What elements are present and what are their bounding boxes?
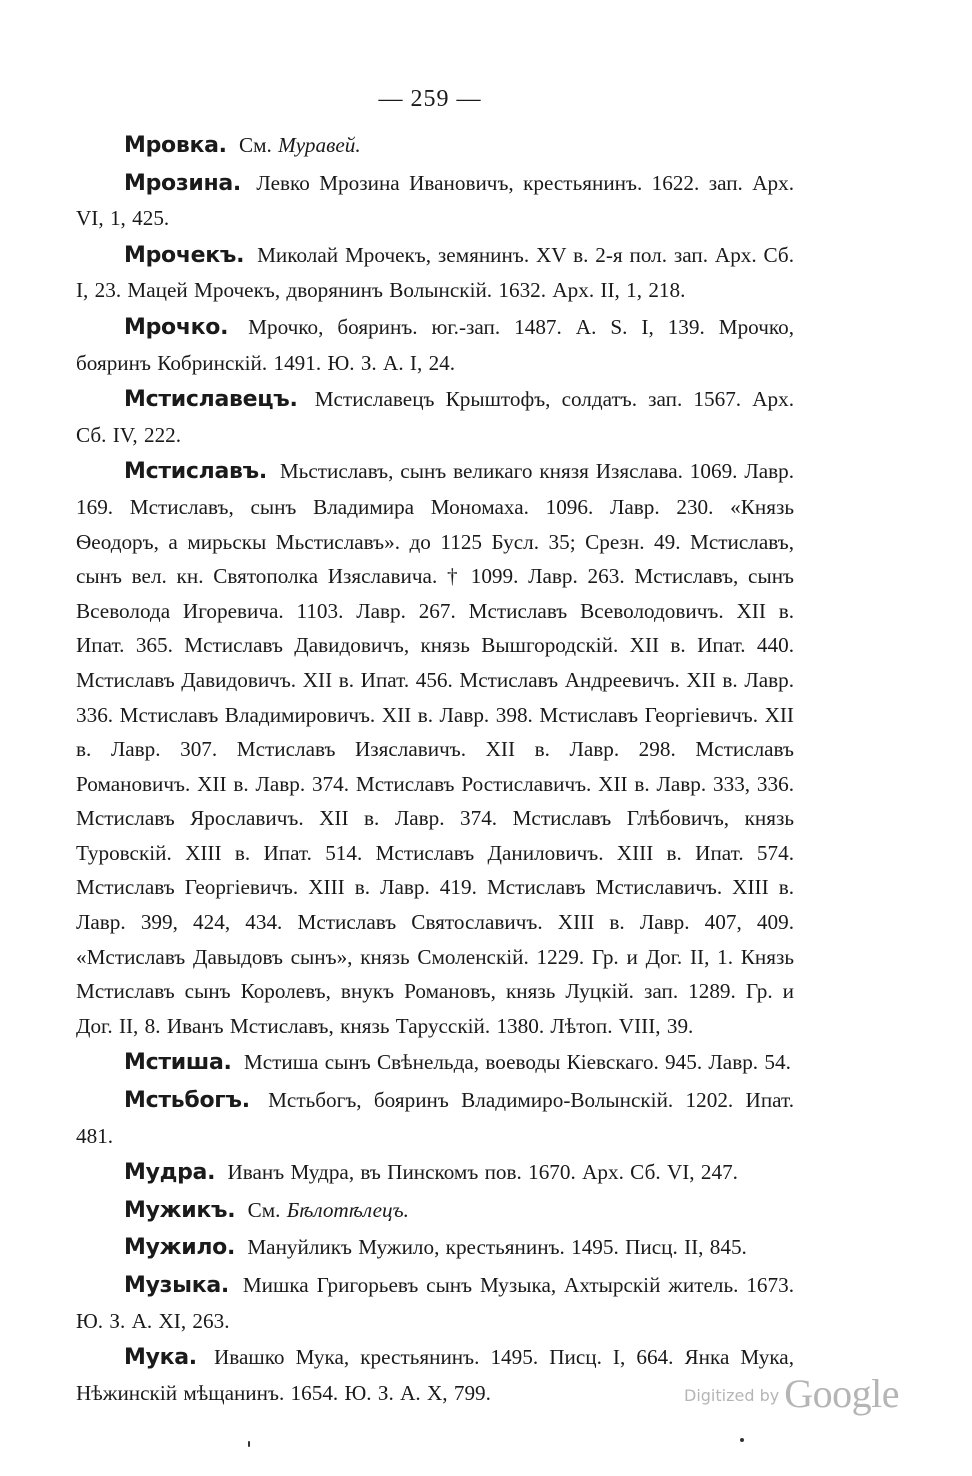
page-number: — 259 — bbox=[378, 86, 482, 112]
entry-muzhilo bbox=[76, 1230, 794, 1266]
watermark-prefix: Digitized by bbox=[684, 1386, 780, 1405]
entry-mstislavets bbox=[76, 382, 794, 452]
entry-headword: Мстьбогъ. bbox=[124, 1088, 250, 1114]
entry-mstislav bbox=[76, 454, 794, 1043]
entry-text: См. bbox=[247, 1197, 281, 1222]
entry-headword: Мрозина. bbox=[124, 170, 241, 196]
entry-mrochek bbox=[76, 238, 794, 308]
entry-headword: Мровка. bbox=[124, 133, 227, 158]
entry-text: Мишка Григорьевъ сынъ Музыка, Ахтырскій житель. 1673. Ю. З. А. XI, 263. bbox=[76, 1273, 795, 1333]
entry-headword: Музыка. bbox=[124, 1273, 229, 1298]
entry-mstbog bbox=[76, 1083, 794, 1153]
entry-text: Мстьбогъ, бояринъ Владимиро-Волынскій. 1202. Ипат. 481. bbox=[76, 1088, 794, 1148]
entry-headword: Мужикъ. bbox=[124, 1197, 236, 1223]
entry-text: Иванъ Мудра, въ Пинскомъ пов. 1670. Арх. Сб. VI, 247. bbox=[227, 1160, 738, 1185]
entry-muzhik bbox=[76, 1193, 794, 1229]
entry-headword: Мстиславъ. bbox=[124, 459, 267, 485]
entry-headword: Мстиша. bbox=[124, 1050, 232, 1076]
entry-text: Ивашко Мука, крестьянинъ. 1495. Писц. I, 664. Янка Мука, Нѣжинскій мѣщанинъ. 1654. Ю. З. А. X, 799. bbox=[76, 1345, 794, 1405]
entry-text: Мстиша сынъ Свѣнельда, воеводы Кіевскаго. 945. Лавр. 54. bbox=[243, 1050, 791, 1075]
entry-headword: Мрочекъ. bbox=[124, 242, 245, 268]
scan-speck bbox=[740, 1438, 744, 1442]
entry-text: Мрочко, бояринъ. юг.-зап. 1487. A. S. I, 139. Мрочко, бояринъ Кобринскій. 1491. Ю. З. А. I, 24. bbox=[76, 314, 794, 375]
entry-headword: Мудра. bbox=[124, 1160, 216, 1186]
entry-mudra bbox=[76, 1155, 794, 1191]
digitized-by-google-watermark bbox=[684, 1370, 904, 1420]
entry-text: Мстиславецъ Крыштофъ, солдатъ. зап. 1567. Арх. Сб. IV, 222. bbox=[76, 387, 795, 447]
entry-mrozina bbox=[76, 166, 794, 236]
entry-text: Миколай Мрочекъ, земянинъ. XV в. 2-я пол. зап. Арх. Сб. I, 23. Мацей Мрочекъ, дворянинъ Волынскій. 1632. Арх. II, 1, 218. bbox=[76, 242, 795, 303]
entry-mrovka bbox=[76, 128, 794, 164]
entry-mstisha bbox=[76, 1045, 794, 1081]
entry-text: См. bbox=[239, 133, 272, 157]
entry-headword: Мстиславецъ. bbox=[124, 387, 298, 413]
entry-mrochko bbox=[76, 310, 794, 380]
entry-text: Левко Мрозина Ивановичъ, крестьянинъ. 1622. зап. Арх. VI, 1, 425. bbox=[76, 170, 795, 231]
entry-cross-reference: Муравей. bbox=[278, 133, 361, 157]
entry-text: Мьстиславъ, сынъ великаго князя Изяслава. 1069. Лавр. 169. Мстиславъ, сынъ Владимира Мономаха. 1096. Лавр. 230. «Князь Ѳеодоръ, а мирьскы Мьстиславъ». до 1125 Бусл. 35; Срезн. 49. Мстиславъ, сынъ вел. кн. Святополка Изяславича. † 1099. Лавр. 263. Мстиславъ, сынъ Всеволода Игоревича. 1103. Лавр. 267. Мстиславъ Всеволодовичъ. XII в. Ипат. 365. Мстиславъ Давидовичъ, князь Вышгородскій. XII в. Ипат. 440. Мстиславъ Давидовичъ. XII в. Ипат. 456. Мстиславъ Андреевичъ. XII в. Лавр. 336. Мстиславъ Владимировичъ. XII в. Лавр. 398. Мстиславъ Георгіевичъ. XII в. Лавр. 307. Мстиславъ Изяславичъ. XII в. Лавр. 298. Мстиславъ Романовичъ. XII в. Лавр. 374. Мстиславъ Ростиславичъ. XII в. Лавр. 333, 336. Мстиславъ Ярославичъ. XII в. Лавр. 374. Мстиславъ Глѣбовичъ, князь Туровскій. XIII в. Ипат. 514. Мстиславъ Даниловичъ. XIII в. Ипат. 574. Мстиславъ Георгіевичъ. XIII в. Лавр. 419. Мстиславъ Мстиславичъ. XIII в. Лавр. 399, 424, 434. Мстиславъ Святославичъ. XIII в. Лавр. 407, 409. «Мстиславъ Давыдовъ сынъ», князь Смоленскій. 1229. Гр. и Дог. II, 1. Князь Мстиславъ сынъ Королевъ, внукъ Романовъ, князь Луцкій. зап. 1289. Гр. и Дог. II, 8. Иванъ Мстиславъ, князь Тарусскій. 1380. Лѣтоп. VIII, 39. bbox=[76, 459, 795, 1038]
entry-headword: Мужило. bbox=[124, 1235, 236, 1261]
entry-headword: Мрочко. bbox=[124, 314, 229, 340]
entry-headword: Мука. bbox=[124, 1345, 197, 1371]
entry-cross-reference: Бѣлотѣлецъ. bbox=[286, 1197, 409, 1222]
dictionary-entries bbox=[76, 128, 794, 1412]
scan-speck bbox=[248, 1441, 250, 1447]
entry-muzyka bbox=[76, 1268, 794, 1338]
google-logo: Google bbox=[784, 1371, 900, 1416]
entry-text: Мануйликъ Мужило, крестьянинъ. 1495. Писц. II, 845. bbox=[247, 1235, 747, 1260]
